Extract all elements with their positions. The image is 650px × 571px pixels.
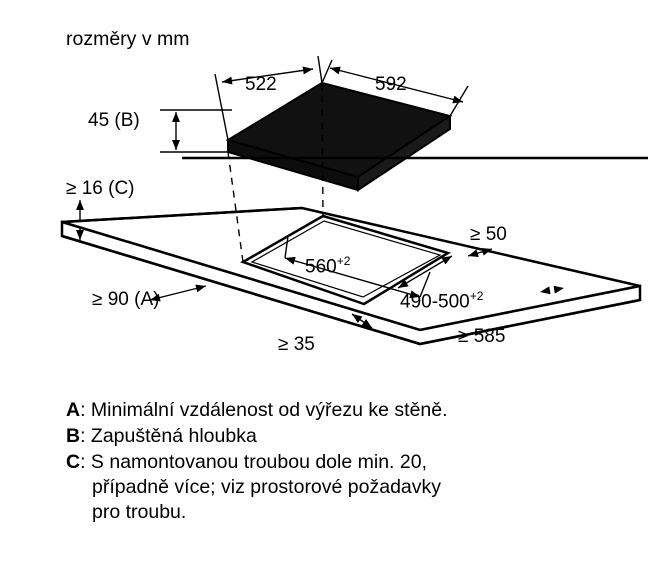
label-560 (305, 250, 350, 278)
label-490-500-value: 490-500 (400, 291, 470, 313)
page-title: rozměry v mm (66, 28, 190, 50)
label-50: ≥ 50 (470, 224, 507, 245)
label-585: ≥ 585 (458, 326, 506, 347)
label-560-tolerance: +2 (336, 254, 351, 268)
legend-key-c: C (66, 451, 81, 473)
legend-item-b (66, 424, 636, 449)
legend-text-c-line3: pro troubu. (92, 501, 187, 523)
label-490-500 (400, 285, 483, 313)
cooktop-body (228, 83, 450, 190)
label-16-c-text: ≥ 16 (C) (66, 178, 135, 199)
legend-item-c (66, 450, 636, 525)
legend-text-a: : Minimální vzdálenost od výřezu ke stěně. (80, 399, 448, 421)
label-90-a-text: ≥ 90 (A) (92, 289, 160, 310)
label-35: ≥ 35 (278, 334, 315, 355)
label-90-a (92, 289, 159, 311)
label-490-500-tolerance: +2 (469, 289, 484, 303)
legend-text-c-line2: případně více; viz prostorové požadavky (92, 476, 442, 498)
legend (66, 398, 636, 526)
label-45-b-text: 45 (B) (88, 110, 140, 131)
label-592: 592 (375, 74, 407, 95)
legend-key-a: A (66, 399, 81, 421)
label-16-c (66, 178, 135, 200)
label-522: 522 (245, 74, 277, 95)
label-45-b (88, 110, 140, 132)
legend-item-a (66, 398, 636, 423)
legend-key-b: B (66, 425, 81, 447)
legend-text-c: : S namontovanou troubou dole min. 20, (80, 451, 427, 473)
label-560-value: 560 (305, 256, 337, 278)
dim-45-b (160, 110, 232, 152)
legend-text-b: : Zapuštěná hloubka (80, 425, 257, 447)
